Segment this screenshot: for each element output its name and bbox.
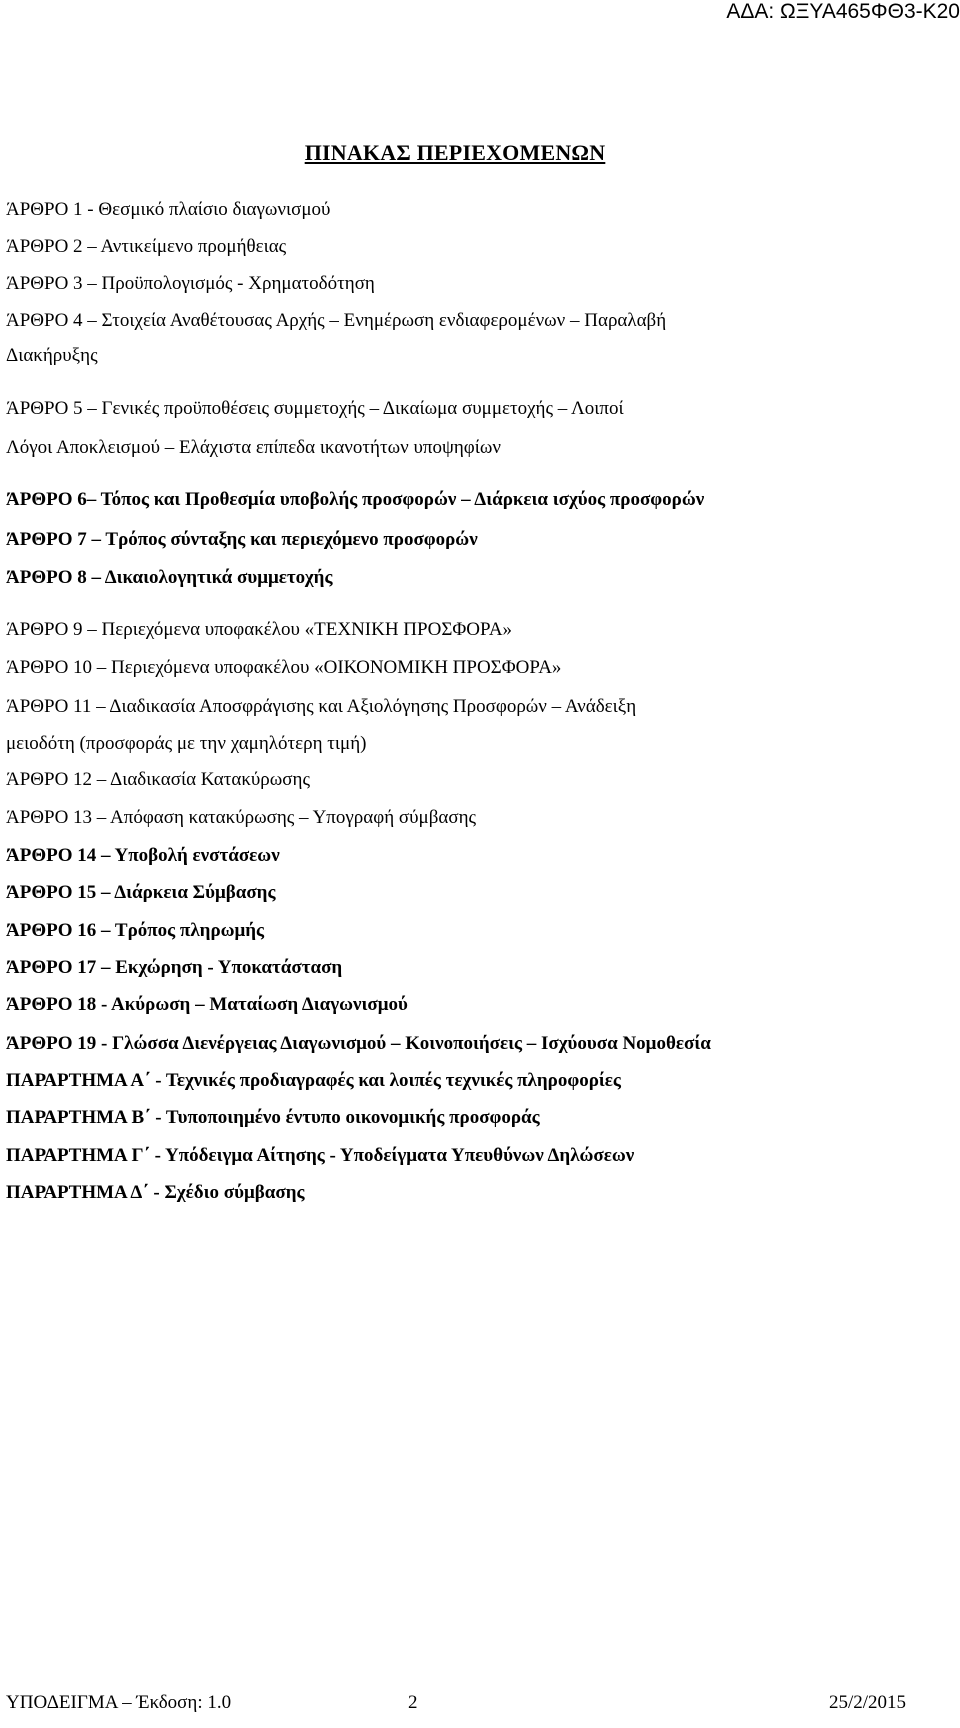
toc-line-article-8: ΆΡΘΡΟ 8 – Δικαιολογητικά συμμετοχής: [6, 567, 333, 588]
toc-line-article-13: ΆΡΘΡΟ 13 – Απόφαση κατακύρωσης – Υπογραφή σύμβασης: [6, 807, 477, 828]
toc-line-article-7: ΆΡΘΡΟ 7 – Τρόπος σύνταξης και περιεχόμενο προσφορών: [6, 529, 478, 550]
toc-line-article-1: ΆΡΘΡΟ 1 - Θεσμικό πλαίσιο διαγωνισμού: [6, 199, 331, 220]
toc-line-article-6: ΆΡΘΡΟ 6– Τόπος και Προθεσμία υποβολής προσφορών – Διάρκεια ισχύος προσφορών: [6, 489, 705, 510]
footer-version-label: ΥΠΟΔΕΙΓΜΑ – Έκδοση: 1.0: [6, 1692, 232, 1713]
toc-line-article-4-cont: Διακήρυξης: [6, 345, 98, 366]
toc-line-annex-c: ΠΑΡΑΡΤΗΜΑ Γ΄ - Υπόδειγμα Αίτησης - Υποδείγματα Υπευθύνων Δηλώσεων: [6, 1145, 635, 1166]
toc-line-article-14: ΆΡΘΡΟ 14 – Υποβολή ενστάσεων: [6, 845, 280, 866]
toc-line-article-18: ΆΡΘΡΟ 18 - Ακύρωση – Ματαίωση Διαγωνισμού: [6, 994, 408, 1015]
page-footer: [6, 1692, 906, 1716]
toc-line-article-19: ΆΡΘΡΟ 19 - Γλώσσα Διενέργειας Διαγωνισμού – Κοινοποιήσεις – Ισχύουσα Νομοθεσία: [6, 1033, 711, 1054]
toc-line-article-3: ΆΡΘΡΟ 3 – Προϋπολογισμός - Χρηματοδότηση: [6, 273, 375, 294]
toc-line-annex-b: ΠΑΡΑΡΤΗΜΑ Β΄ - Τυποποιημένο έντυπο οικονομικής προσφοράς: [6, 1107, 540, 1128]
toc-line-annex-d: ΠΑΡΑΡΤΗΜΑ Δ΄ - Σχέδιο σύμβασης: [6, 1182, 305, 1203]
toc-line-article-15: ΆΡΘΡΟ 15 – Διάρκεια Σύμβασης: [6, 882, 276, 903]
toc-line-article-9: ΆΡΘΡΟ 9 – Περιεχόμενα υποφακέλου «ΤΕΧΝΙΚΗ ΠΡΟΣΦΟΡΑ»: [6, 619, 513, 640]
toc-line-article-11: ΆΡΘΡΟ 11 – Διαδικασία Αποσφράγισης και Αξιολόγησης Προσφορών – Ανάδειξη: [6, 696, 637, 717]
toc-line-article-10: ΆΡΘΡΟ 10 – Περιεχόμενα υποφακέλου «ΟΙΚΟΝΟΜΙΚΗ ΠΡΟΣΦΟΡΑ»: [6, 657, 562, 678]
toc-line-article-2: ΆΡΘΡΟ 2 – Αντικείμενο προμήθειας: [6, 236, 287, 257]
toc-title: ΠΙΝΑΚΑΣ ΠΕΡΙΕΧΟΜΕΝΩΝ: [304, 140, 606, 165]
toc-line-article-12: ΆΡΘΡΟ 12 – Διαδικασία Κατακύρωσης: [6, 769, 310, 790]
toc-line-article-11-cont: μειοδότη (προσφοράς με την χαμηλότερη τιμή): [6, 733, 367, 754]
toc-line-article-16: ΆΡΘΡΟ 16 – Τρόπος πληρωμής: [6, 920, 265, 941]
toc-line-article-5-cont: Λόγοι Αποκλεισμού – Ελάχιστα επίπεδα ικανοτήτων υποψηφίων: [6, 437, 501, 458]
footer-page-number: 2: [408, 1692, 418, 1713]
toc-line-article-4: ΆΡΘΡΟ 4 – Στοιχεία Αναθέτουσας Αρχής – Ενημέρωση ενδιαφερομένων – Παραλαβή: [6, 310, 667, 331]
toc-line-annex-a: ΠΑΡΑΡΤΗΜΑ Α΄ - Τεχνικές προδιαγραφές και λοιπές τεχνικές πληροφορίες: [6, 1070, 621, 1091]
footer-date: 25/2/2015: [828, 1692, 906, 1713]
toc-line-article-17: ΆΡΘΡΟ 17 – Εκχώρηση - Υποκατάσταση: [6, 957, 343, 978]
toc-line-article-5: ΆΡΘΡΟ 5 – Γενικές προϋποθέσεις συμμετοχής – Δικαίωμα συμμετοχής – Λοιποί: [6, 398, 624, 419]
ada-code: ΑΔΑ: ΩΞΥΑ465ΦΘ3-Κ20: [726, 0, 960, 23]
